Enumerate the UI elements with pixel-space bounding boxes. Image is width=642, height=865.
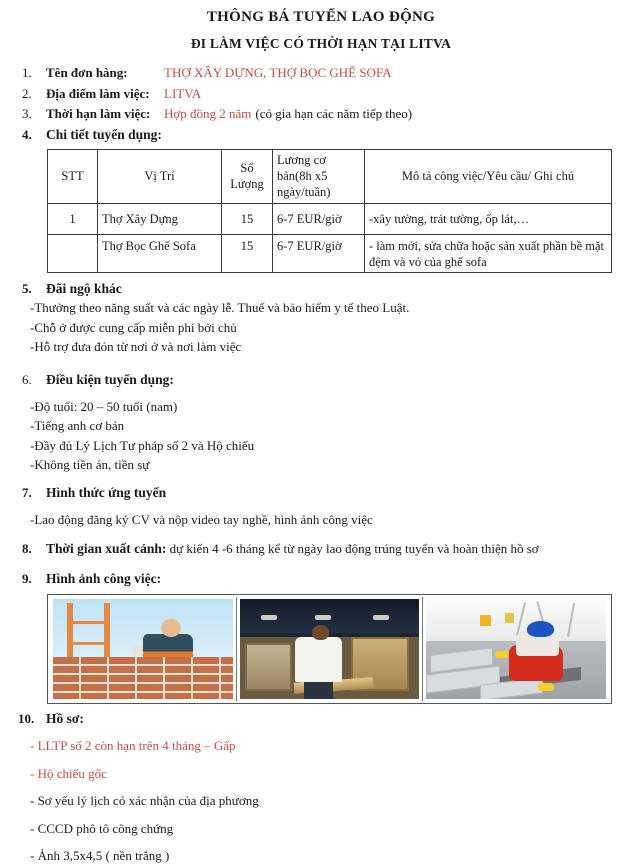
bucket-shape: [505, 613, 514, 623]
title-block: [0, 0, 642, 54]
section-number-2: 2.: [22, 85, 32, 101]
worker-head-shape: [161, 619, 181, 637]
section-number-10: 10.: [18, 710, 35, 726]
section-label-7: Hình thức ứng tuyển: [46, 484, 167, 500]
yellow-glove-shape: [538, 683, 554, 691]
section-7-line-1: -Lao động đăng ký CV và nộp video tay nghề, hình ảnh công việc: [30, 512, 373, 528]
section-item-6: [0, 371, 642, 389]
cell-salary: 6-7 EUR/giờ: [273, 234, 365, 273]
section-10-line-2: - Hộ chiếu gốc: [30, 765, 107, 781]
section-note-3: (có gia hạn các năm tiếp theo): [255, 106, 413, 122]
section-label-2: Địa điểm làm việc:: [46, 85, 150, 101]
section-number-8: 8.: [22, 541, 32, 557]
table-header-row: [48, 149, 612, 203]
recruitment-table: [47, 149, 612, 273]
section-item-8: [0, 540, 642, 558]
cell-quantity: 15: [222, 203, 273, 234]
table-header-description: Mô tả công việc/Yêu cầu/ Ghi chú: [365, 149, 612, 203]
section-number-6: 6.: [22, 371, 32, 387]
brick-wall-shape: [53, 657, 233, 699]
table-header-salary: Lương cơ bản(8h x5 ngày/tuần): [273, 149, 365, 203]
section-value-1: THỢ XÂY DỰNG, THỢ BỌC GHẾ SOFA: [164, 65, 392, 81]
worker-torso-shape: [516, 634, 559, 656]
section-6-line-4: -Không tiền án, tiền sự: [30, 457, 150, 473]
tiler-photo: [426, 599, 606, 699]
section-label-3: Thời hạn làm việc:: [46, 106, 151, 122]
document-subtitle: ĐI LÀM VIỆC CÓ THỜI HẠN TẠI LITVA: [190, 35, 452, 51]
section-label-6: Điều kiện tuyển dụng:: [46, 371, 174, 387]
section-10-line-3: - Sơ yếu lý lịch có xác nhận của địa phương: [30, 793, 259, 809]
scaffold-shape: [67, 603, 110, 663]
table-row: [48, 234, 612, 273]
worker-shirt-shape: [295, 637, 342, 682]
cell-stt: 1: [48, 203, 98, 234]
photo-cell-2: [237, 597, 424, 701]
section-number-1: 1.: [22, 65, 32, 81]
factory-lamp-shape: [261, 615, 277, 620]
cell-quantity: 15: [222, 234, 273, 273]
section-5-line-2: -Chỗ ở được cung cấp miễn phí bởi chủ: [30, 319, 237, 335]
section-item-10: [0, 710, 642, 728]
section-10-line-4: - CCCD phô tô công chứng: [30, 820, 174, 836]
section-value-2: LITVA: [164, 85, 202, 101]
worker-head-shape: [312, 625, 330, 640]
factory-lamp-shape: [373, 615, 389, 620]
recruitment-table-wrapper: [47, 149, 612, 273]
cell-description: -xây tường, trát tường, ốp lát,…: [365, 203, 612, 234]
section-number-9: 9.: [22, 570, 32, 586]
bricklayer-photo: [53, 599, 233, 699]
section-number-4: 4.: [22, 126, 32, 142]
recruitment-table-head: [48, 149, 612, 203]
section-label-4: Chi tiết tuyển dụng:: [46, 126, 162, 142]
section-label-9: Hình ảnh công việc:: [46, 570, 162, 586]
section-item-4: [0, 126, 642, 144]
section-label-8: Thời gian xuất cảnh:: [46, 541, 167, 557]
yellow-glove-shape: [495, 651, 509, 658]
cell-position: Thợ Xây Dựng: [98, 203, 222, 234]
table-header-stt: STT: [48, 149, 98, 203]
section-value-3: Hợp đồng 2 năm: [164, 106, 252, 122]
blue-helmet-shape: [527, 621, 554, 637]
section-number-3: 3.: [22, 106, 32, 122]
photo-cell-3: [423, 597, 609, 701]
section-label-1: Tên đơn hàng:: [46, 65, 128, 81]
section-6-line-2: -Tiếng anh cơ bản: [30, 418, 125, 434]
table-header-position: Vị Trí: [98, 149, 222, 203]
section-6-line-3: -Đầy đủ Lý Lịch Tư pháp số 2 và Hộ chiếu: [30, 437, 255, 453]
table-row: [48, 203, 612, 234]
section-label-10: Hồ sơ:: [46, 710, 84, 726]
section-number-5: 5.: [22, 281, 32, 297]
section-label-5: Đãi ngộ khác: [46, 281, 122, 297]
section-item-5: [0, 280, 642, 298]
worker-legs-shape: [304, 681, 333, 699]
cell-description: - làm mới, sửa chữa hoặc sản xuất phần bề mặt đệm và vỏ của ghế sofa: [365, 234, 612, 273]
bucket-shape: [480, 615, 491, 626]
furniture-factory-photo: [240, 599, 420, 699]
cell-salary: 6-7 EUR/giờ: [273, 203, 365, 234]
table-header-quantity: Số Lượng: [222, 149, 273, 203]
section-6-line-1: -Độ tuổi: 20 – 50 tuổi (nam): [30, 399, 178, 414]
cell-stt: [48, 234, 98, 273]
document-title: THÔNG BÁ TUYỂN LAO ĐỘNG: [206, 9, 436, 25]
factory-lamp-shape: [315, 615, 331, 620]
section-number-7: 7.: [22, 484, 32, 500]
section-item-2: [0, 85, 642, 103]
work-photo-strip: [47, 594, 612, 704]
section-10-line-5: - Ảnh 3,5x4,5 ( nền trắng ): [30, 847, 170, 863]
section-value-8: dự kiến 4 -6 tháng kể từ ngày lao động trúng tuyển và hoàn thiện hồ sơ: [166, 541, 539, 557]
cell-position: Thợ Bọc Ghế Sofa: [98, 234, 222, 273]
photo-cell-1: [50, 597, 237, 701]
recruitment-table-body: [48, 203, 612, 273]
section-5-line-1: -Thưởng theo năng suất và các ngày lễ. Thuế và bảo hiểm y tế theo Luật.: [30, 300, 410, 316]
sofa-frame-left-shape: [245, 643, 292, 691]
section-item-1: [0, 64, 642, 82]
section-item-3: [0, 105, 642, 123]
section-item-9: [0, 570, 642, 588]
section-10-line-1: - LLTP số 2 còn hạn trên 4 tháng – Gấp: [30, 738, 236, 754]
section-5-line-3: -Hỗ trợ đưa đón từ nơi ở và nơi làm việc: [30, 339, 242, 355]
section-item-7: [0, 484, 642, 502]
